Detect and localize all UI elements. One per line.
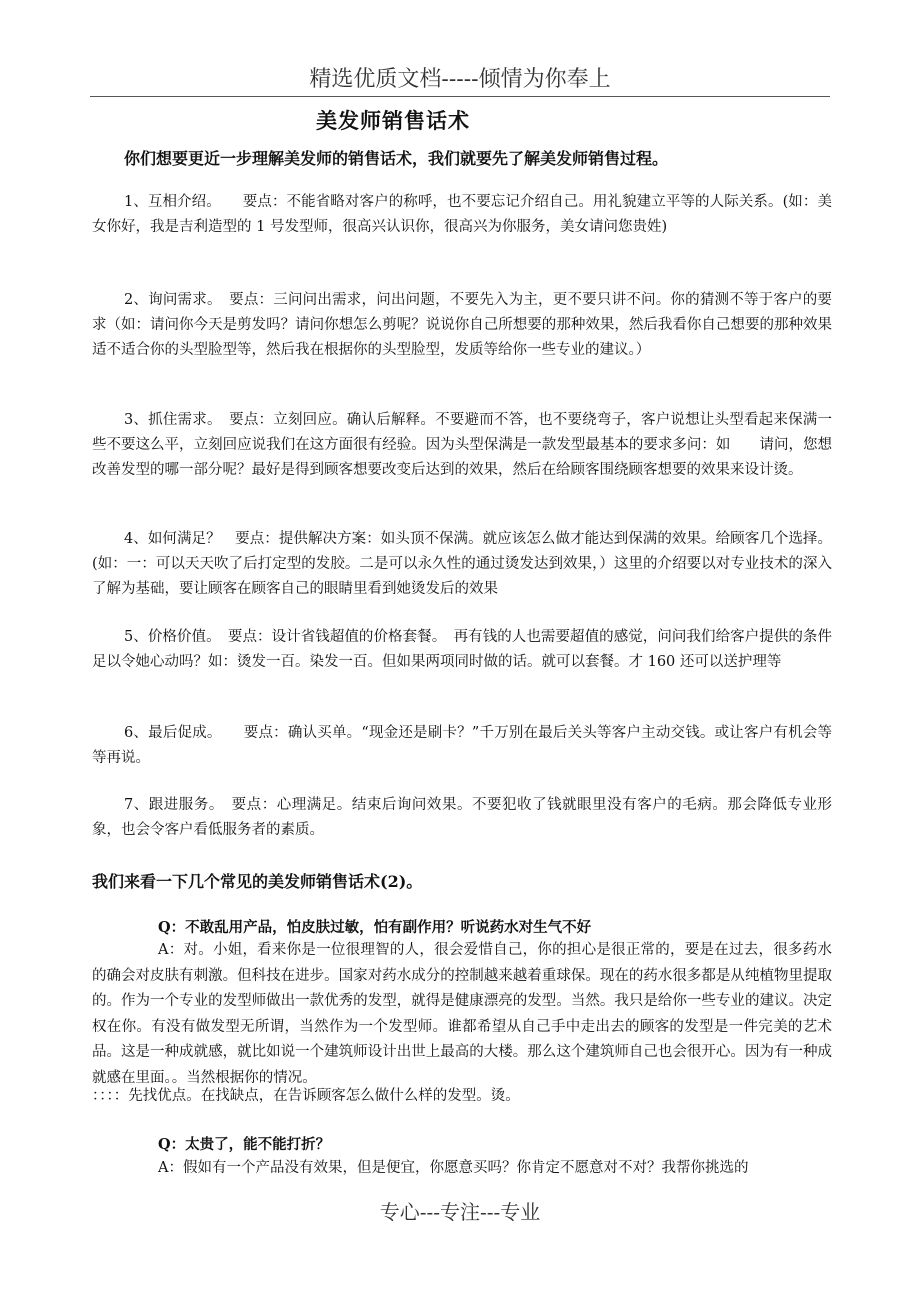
step-paragraph: 3、抓住需求。 要点：立刻回应。确认后解释。不要避而不答，也不要绕弯子，客户说想让头型看起来保满一些不要这么平，立刻回应说我们在这方面很有经验。因为头型保满是一款发型最基本的要求多问：如 请问，您想改善发型的哪一部分呢？最好是得到顾客想要改变后达到的效果，然后在给顾客围绕顾客想要的效果来设计烫。 <box>92 412 832 478</box>
answer-note: ：：：：先找优点。在找缺点，在告诉顾客怎么做什么样的发型。烫。 <box>92 1088 520 1104</box>
step-paragraph: 2、询问需求。 要点：三问问出需求，问出问题，不要先入为主，更不要只讲不问。你的猜测不等于客户的要求（如：请问你今天是剪发吗？请问你想怎么剪呢？说说你自己所想要的那种效果，然后我看你自己想要的那种效果适不适合你的头型脸型等，然后我在根据你的头型脸型，发质等给你一些专业的建议。） <box>92 292 832 358</box>
answer-text: A：假如有一个产品没有效果，但是便宜，你愿意买吗？你肯定不愿意对不对？我帮你挑选的 <box>158 1160 749 1176</box>
header-divider <box>90 96 830 97</box>
step-paragraph: 7、跟进服务。 要点：心理满足。结束后询问效果。不要犯收了钱就眼里没有客户的毛病。那会降低专业形象，也会令客户看低服务者的素质。 <box>92 797 832 838</box>
page-header: 精选优质文档-----倾情为你奉上 <box>309 67 611 92</box>
document-title: 美发师销售话术 <box>316 108 470 133</box>
question-text: Q：不敢乱用产品，怕皮肤过敏，怕有副作用？听说药水对生气不好 <box>158 919 592 936</box>
step-paragraph: 6、最后促成。 要点：确认买单。“现金还是刷卡？”千万别在最后关头等客户主动交钱。或让客户有机会等等再说。 <box>92 725 832 766</box>
step-paragraph: 1、互相介绍。 要点：不能省略对客户的称呼，也不要忘记介绍自己。用礼貌建立平等的人际关系。(如：美女你好，我是吉利造型的 1 号发型师，很高兴认识你，很高兴为你服务，美女请问您贵姓) <box>92 194 832 235</box>
answer-text: A：对。小姐，看来你是一位很理智的人，很会爱惜自己，你的担心是很正常的，要是在过去，很多药水的确会对皮肤有刺激。但科技在进步。国家对药水成分的控制越来越着重球保。现在的药水很多都是从纯植物里提取的。作为一个专业的发型师做出一款优秀的发型，就得是健康漂亮的发型。当然。我只是给你一些专业的建议。决定权在你。有没有做发型无所谓，当然作为一个发型师。谁都希望从自己手中走出去的顾客的发型是一件完美的艺术品。这是一种成就感，就比如说一个建筑师设计出世上最高的大楼。那么这个建筑师自己也会很开心。因为有一种成就感在里面。。当然根据你的情况。 <box>92 942 832 1086</box>
section-heading: 我们来看一下几个常见的美发师销售话术(2)。 <box>92 872 423 891</box>
step-paragraph: 4、如何满足？ 要点：提供解决方案：如头顶不保满。就应该怎么做才能达到保满的效果。给顾客几个选择。(如：一：可以天天吹了后打定型的发胶。二是可以永久性的通过烫发达到效果，）这里的介绍要以对专业技术的深入了解为基础，要让顾客在顾客自己的眼睛里看到她烫发后的效果 <box>92 531 832 597</box>
intro-paragraph: 你们想要更近一步理解美发师的销售话术，我们就要先了解美发师销售过程。 <box>124 149 669 168</box>
page-footer: 专心---专注---专业 <box>379 1200 541 1224</box>
question-text: Q：太贵了，能不能打折？ <box>158 1136 331 1153</box>
step-paragraph: 5、价格价值。 要点：设计省钱超值的价格套餐。 再有钱的人也需要超值的感觉，问问我们给客户提供的条件足以令她心动吗？如：烫发一百。染发一百。但如果两项同时做的话。就可以套餐。才 160 还可以送护理等 <box>92 629 832 670</box>
